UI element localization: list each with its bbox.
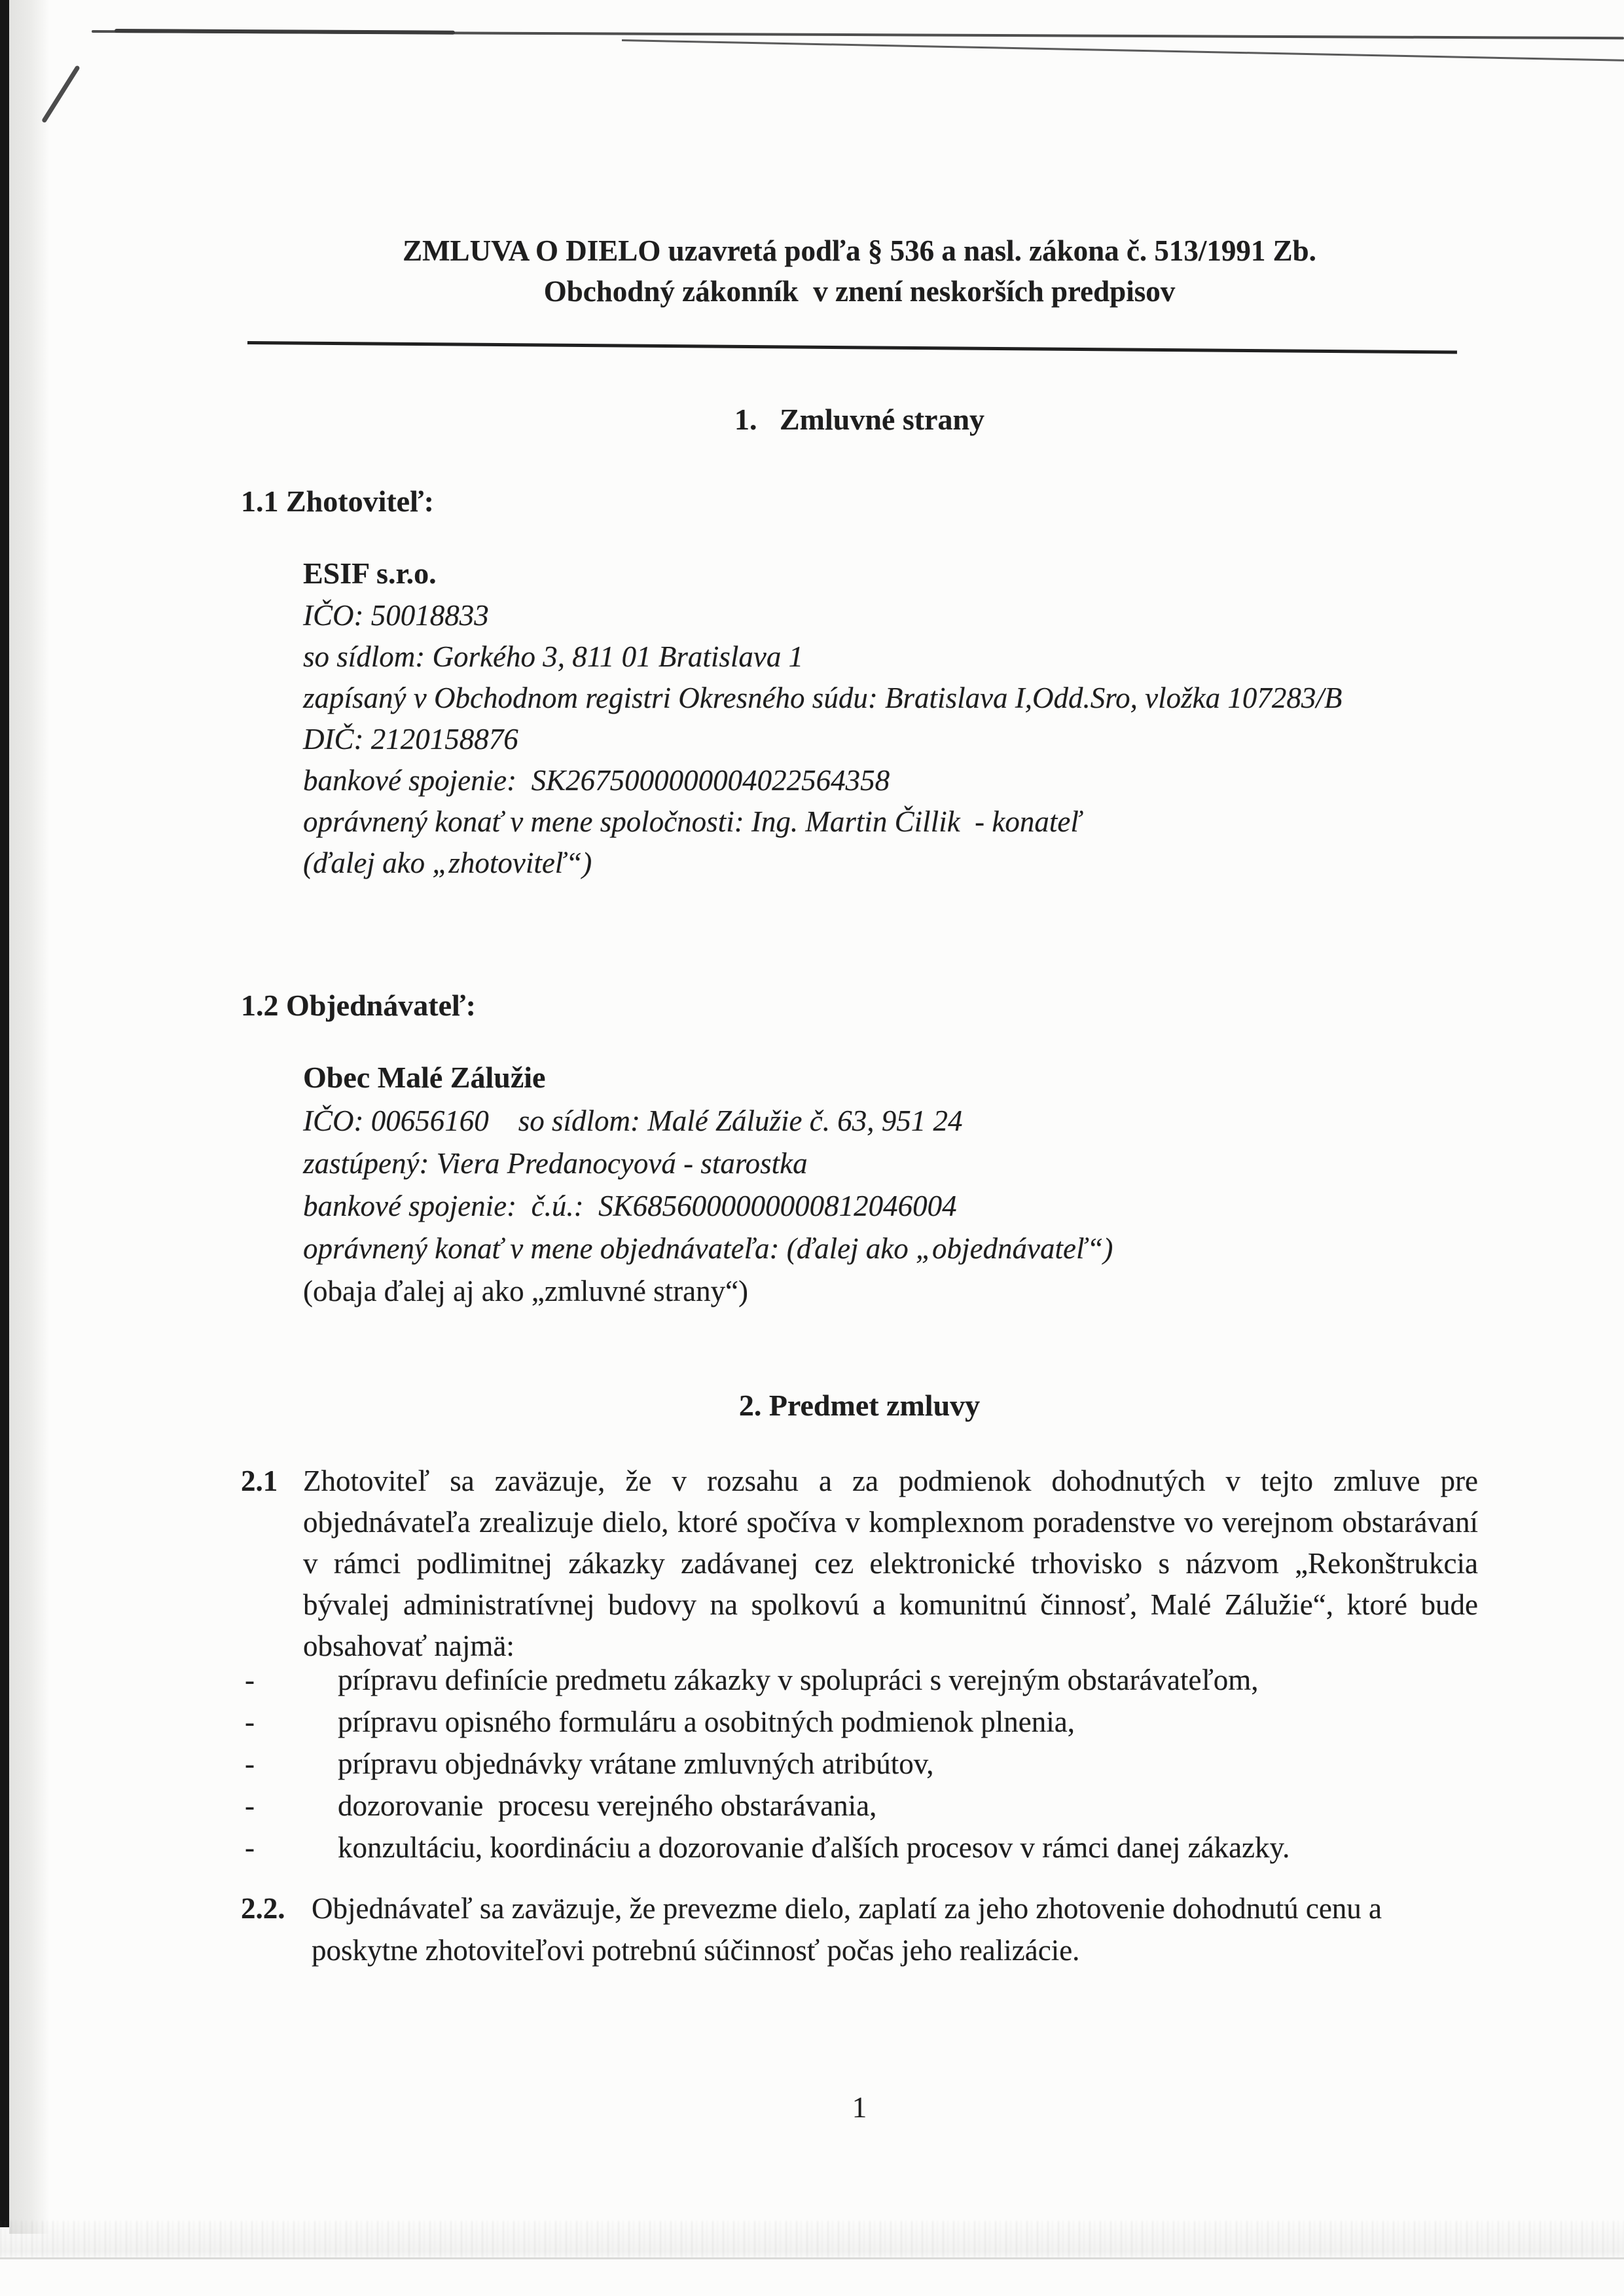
scan-left-edge-shadow	[9, 0, 50, 2234]
list-item	[241, 1827, 1478, 1868]
list-item	[241, 1743, 1478, 1785]
clause-2-2	[241, 1887, 1478, 1971]
contractor-registry: zapísaný v Obchodnom registri Okresného súdu: Bratislava I,Odd.Sro, vložka 107283/B	[303, 682, 1343, 714]
clause-2-1-number: 2.1	[241, 1465, 278, 1497]
clause-2-2-number: 2.2.	[241, 1892, 285, 1925]
bullet-dash: -	[245, 1747, 255, 1780]
document-title-line-2: Obchodný zákonník v znení neskorších predpisov	[543, 275, 1176, 308]
client-representative: zastúpený: Viera Predanocyová - starostka	[303, 1147, 808, 1180]
bullet-text: prípravu opisného formuláru a osobitných podmienok plnenia,	[338, 1705, 1075, 1738]
document-title-line-1: ZMLUVA O DIELO uzavretá podľa § 536 a nasl. zákona č. 513/1991 Zb.	[403, 234, 1316, 267]
client-company-name: Obec Malé Zálužie	[303, 1061, 546, 1094]
client-bank-account: bankové spojenie: č.ú.: SK6856000000000812046004	[303, 1190, 957, 1222]
bullet-dash: -	[245, 1789, 255, 1822]
client-ico-address: IČO: 00656160 so sídlom: Malé Zálužie č. 63, 951 24	[303, 1104, 963, 1137]
list-item	[241, 1701, 1478, 1743]
contractor-address: so sídlom: Gorkého 3, 811 01 Bratislava 1	[303, 640, 804, 673]
bullet-dash: -	[245, 1831, 255, 1864]
parties-alias: (obaja ďalej aj ako „zmluvné strany“)	[303, 1275, 749, 1307]
client-details	[241, 1100, 1478, 1313]
section-1-heading: 1. Zmluvné strany	[734, 403, 985, 436]
contractor-company-name: ESIF s.r.o.	[303, 556, 437, 590]
subsection-1-1-heading: 1.1 Zhotoviteľ:	[241, 484, 434, 518]
page-number: 1	[852, 2091, 867, 2124]
contractor-dic: DIČ: 2120158876	[303, 723, 518, 756]
bullet-dash: -	[245, 1664, 255, 1696]
contractor-ico: IČO: 50018833	[303, 599, 489, 632]
title-divider-rule	[247, 341, 1457, 354]
contractor-representative: oprávnený konať v mene spoločnosti: Ing. Martin Čillik - konateľ	[303, 805, 1081, 838]
clause-2-2-text: Objednávateľ sa zaväzuje, že prevezme dielo, zaplatí za jeho zhotovenie dohodnutú cenu a poskytne zhotoviteľovi potrebnú súčinnosť počas jeho realizácie.	[312, 1892, 1397, 1967]
document-title	[241, 230, 1478, 312]
scan-bottom-noise-band	[0, 2221, 1624, 2257]
bullet-text: prípravu objednávky vrátane zmluvných atribútov,	[338, 1747, 934, 1780]
scan-left-edge-bar	[0, 0, 9, 2227]
bullet-text: dozorovanie procesu verejného obstarávania,	[338, 1789, 877, 1822]
section-2-heading: 2. Predmet zmluvy	[738, 1389, 981, 1422]
bullet-text: prípravu definície predmetu zákazky v spolupráci s verejným obstarávateľom,	[338, 1664, 1259, 1696]
scan-bottom-edge-line	[0, 2257, 1624, 2259]
contractor-bank-account: bankové spojenie: SK2675000000004022564358	[303, 764, 890, 797]
contractor-alias: (ďalej ako „zhotoviteľ“)	[303, 847, 592, 879]
client-alias: oprávnený konať v mene objednávateľa: (ďalej ako „objednávateľ“)	[303, 1232, 1113, 1265]
clause-2-1-bullet-list	[241, 1659, 1478, 1868]
bullet-text: konzultáciu, koordináciu a dozorovanie ďalších procesov v rámci danej zákazky.	[338, 1831, 1290, 1864]
clause-2-1-text: Zhotoviteľ sa zaväzuje, že v rozsahu a za podmienok dohodnutých v tejto zmluve pre objednávateľa zrealizuje dielo, ktoré spočíva v komplexnom poradenstve vo verejnom obstarávaní v rámci podlimitnej zákazky zadávanej cez elektronické trhovisko s názvom „Rekonštrukcia bývalej administratívnej budovy na spolkovú a komunitnú činnosť, Malé Zálužie“, ktoré bude obsahovať najmä:	[303, 1465, 1486, 1662]
bullet-dash: -	[245, 1705, 255, 1738]
subsection-1-2-heading: 1.2 Objednávateľ:	[241, 989, 476, 1022]
document-content	[241, 0, 1486, 2128]
contractor-details	[241, 595, 1478, 884]
clause-2-1	[241, 1461, 1486, 1667]
list-item	[241, 1785, 1478, 1827]
